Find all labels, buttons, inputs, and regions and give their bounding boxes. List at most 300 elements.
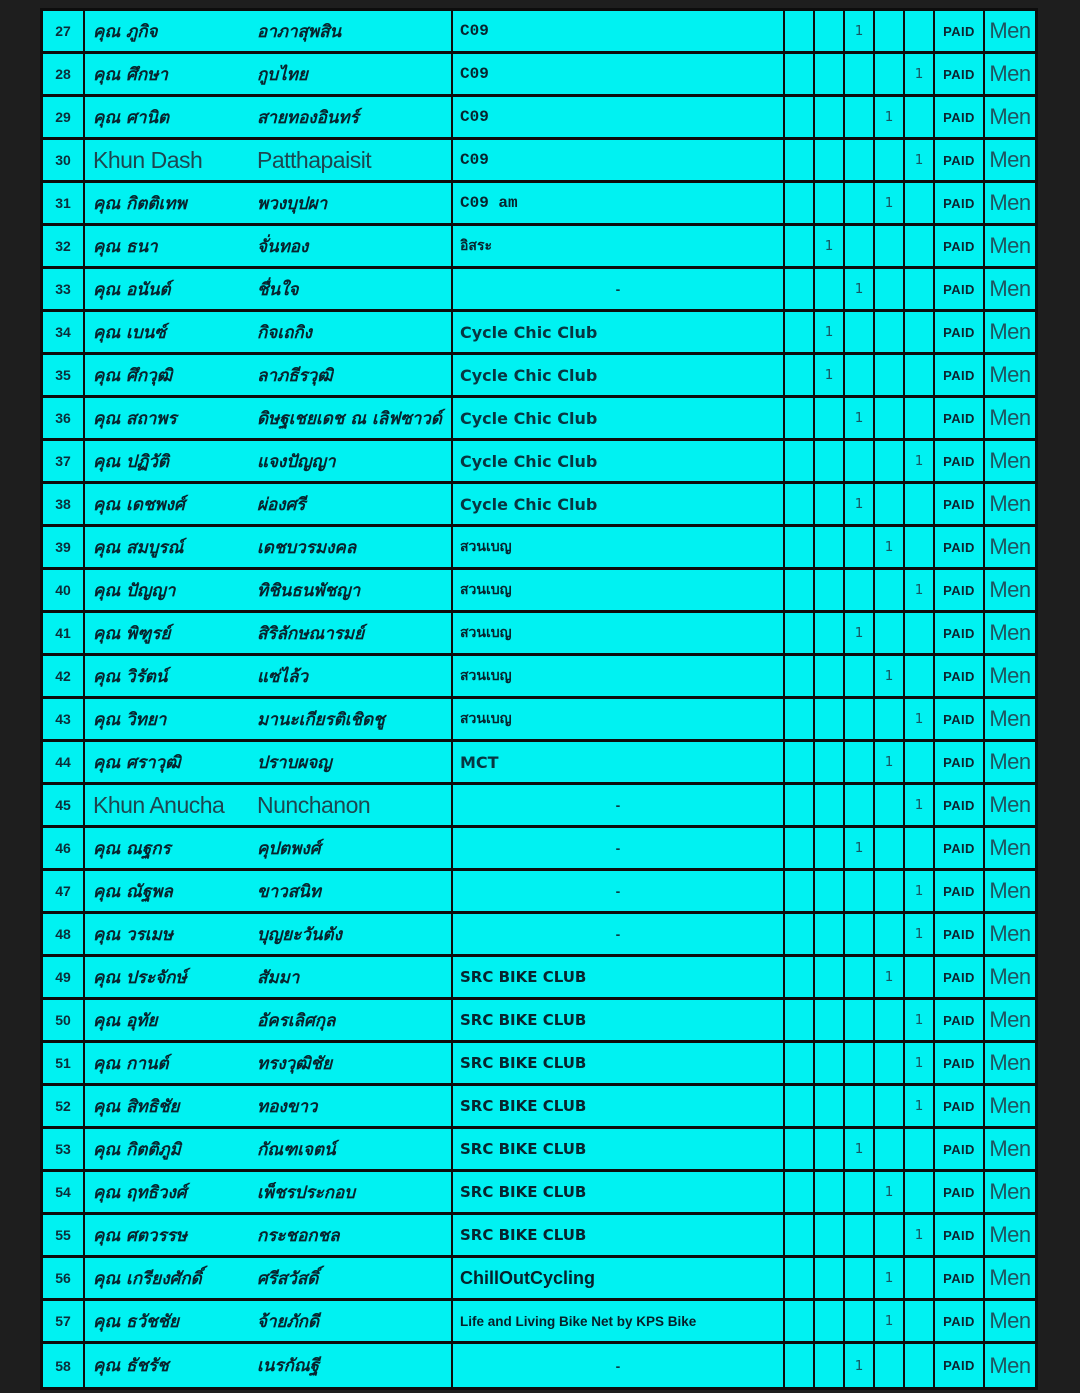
mark-cell-1[interactable] xyxy=(785,871,815,911)
mark-cell-3[interactable] xyxy=(845,140,875,180)
team-cell[interactable]: Cycle Chic Club xyxy=(453,312,785,352)
gender-category-cell[interactable]: Men xyxy=(985,226,1035,266)
mark-cell-3[interactable] xyxy=(845,1086,875,1126)
row-number-cell[interactable]: 55 xyxy=(43,1215,85,1255)
team-cell[interactable]: C09 xyxy=(453,140,785,180)
team-cell[interactable]: อิสระ xyxy=(453,226,785,266)
gender-category-cell[interactable]: Men xyxy=(985,1172,1035,1212)
paid-status-cell[interactable]: PAID xyxy=(935,914,985,954)
mark-cell-2[interactable] xyxy=(815,871,845,911)
row-number-cell[interactable]: 42 xyxy=(43,656,85,696)
mark-cell-1[interactable] xyxy=(785,1301,815,1341)
team-cell[interactable]: สวนเบญ xyxy=(453,656,785,696)
name-cell[interactable] xyxy=(85,1000,453,1040)
gender-category-cell[interactable]: Men xyxy=(985,742,1035,782)
mark-cell-3[interactable] xyxy=(845,527,875,567)
mark-cell-4[interactable] xyxy=(875,1086,905,1126)
mark-cell-3[interactable] xyxy=(845,1000,875,1040)
mark-cell-1[interactable] xyxy=(785,914,815,954)
name-cell[interactable] xyxy=(85,1086,453,1126)
row-number-cell[interactable]: 35 xyxy=(43,355,85,395)
mark-cell-2-checked[interactable]: 1 xyxy=(815,312,845,352)
team-cell[interactable]: C09 xyxy=(453,97,785,137)
mark-cell-3-checked[interactable]: 1 xyxy=(845,828,875,868)
mark-cell-3[interactable] xyxy=(845,97,875,137)
mark-cell-2[interactable] xyxy=(815,1043,845,1083)
row-number-cell[interactable]: 39 xyxy=(43,527,85,567)
team-cell[interactable]: Cycle Chic Club xyxy=(453,441,785,481)
team-cell[interactable]: - xyxy=(453,871,785,911)
gender-category-cell[interactable]: Men xyxy=(985,54,1035,94)
mark-cell-3-checked[interactable]: 1 xyxy=(845,269,875,309)
mark-cell-4[interactable] xyxy=(875,914,905,954)
paid-status-cell[interactable]: PAID xyxy=(935,527,985,567)
mark-cell-3[interactable] xyxy=(845,183,875,223)
mark-cell-3[interactable] xyxy=(845,656,875,696)
mark-cell-1[interactable] xyxy=(785,1086,815,1126)
mark-cell-1[interactable] xyxy=(785,742,815,782)
mark-cell-5[interactable] xyxy=(905,656,935,696)
mark-cell-1[interactable] xyxy=(785,97,815,137)
row-number-cell[interactable]: 43 xyxy=(43,699,85,739)
mark-cell-5[interactable] xyxy=(905,312,935,352)
team-cell[interactable]: ChillOutCycling xyxy=(453,1258,785,1298)
mark-cell-1[interactable] xyxy=(785,785,815,825)
mark-cell-4[interactable] xyxy=(875,570,905,610)
name-cell[interactable] xyxy=(85,140,453,180)
paid-status-cell[interactable]: PAID xyxy=(935,140,985,180)
row-number-cell[interactable]: 58 xyxy=(43,1344,85,1387)
name-cell[interactable] xyxy=(85,1258,453,1298)
mark-cell-3-checked[interactable]: 1 xyxy=(845,1344,875,1387)
mark-cell-2[interactable] xyxy=(815,1172,845,1212)
mark-cell-3[interactable] xyxy=(845,1215,875,1255)
mark-cell-5[interactable] xyxy=(905,11,935,51)
name-cell[interactable] xyxy=(85,441,453,481)
team-cell[interactable]: สวนเบญ xyxy=(453,613,785,653)
mark-cell-4-checked[interactable]: 1 xyxy=(875,742,905,782)
mark-cell-2-checked[interactable]: 1 xyxy=(815,355,845,395)
mark-cell-1[interactable] xyxy=(785,1043,815,1083)
mark-cell-4[interactable] xyxy=(875,1215,905,1255)
name-cell[interactable] xyxy=(85,1043,453,1083)
mark-cell-3[interactable] xyxy=(845,957,875,997)
mark-cell-4[interactable] xyxy=(875,355,905,395)
mark-cell-1[interactable] xyxy=(785,1215,815,1255)
paid-status-cell[interactable]: PAID xyxy=(935,742,985,782)
mark-cell-4[interactable] xyxy=(875,699,905,739)
mark-cell-2[interactable] xyxy=(815,269,845,309)
paid-status-cell[interactable]: PAID xyxy=(935,1043,985,1083)
mark-cell-5[interactable] xyxy=(905,355,935,395)
gender-category-cell[interactable]: Men xyxy=(985,1043,1035,1083)
row-number-cell[interactable]: 41 xyxy=(43,613,85,653)
row-number-cell[interactable]: 52 xyxy=(43,1086,85,1126)
paid-status-cell[interactable]: PAID xyxy=(935,957,985,997)
mark-cell-4[interactable] xyxy=(875,828,905,868)
paid-status-cell[interactable]: PAID xyxy=(935,398,985,438)
name-cell[interactable] xyxy=(85,656,453,696)
mark-cell-5[interactable] xyxy=(905,484,935,524)
gender-category-cell[interactable]: Men xyxy=(985,957,1035,997)
name-cell[interactable] xyxy=(85,355,453,395)
team-cell[interactable]: - xyxy=(453,269,785,309)
paid-status-cell[interactable]: PAID xyxy=(935,699,985,739)
mark-cell-3[interactable] xyxy=(845,54,875,94)
row-number-cell[interactable]: 36 xyxy=(43,398,85,438)
mark-cell-2[interactable] xyxy=(815,914,845,954)
paid-status-cell[interactable]: PAID xyxy=(935,1172,985,1212)
name-cell[interactable] xyxy=(85,312,453,352)
mark-cell-5-checked[interactable]: 1 xyxy=(905,1215,935,1255)
gender-category-cell[interactable]: Men xyxy=(985,1215,1035,1255)
gender-category-cell[interactable]: Men xyxy=(985,1000,1035,1040)
paid-status-cell[interactable]: PAID xyxy=(935,613,985,653)
mark-cell-5[interactable] xyxy=(905,1258,935,1298)
mark-cell-1[interactable] xyxy=(785,312,815,352)
mark-cell-5[interactable] xyxy=(905,398,935,438)
mark-cell-2[interactable] xyxy=(815,484,845,524)
gender-category-cell[interactable]: Men xyxy=(985,484,1035,524)
mark-cell-5-checked[interactable]: 1 xyxy=(905,140,935,180)
mark-cell-5-checked[interactable]: 1 xyxy=(905,1043,935,1083)
row-number-cell[interactable]: 30 xyxy=(43,140,85,180)
mark-cell-1[interactable] xyxy=(785,484,815,524)
mark-cell-3[interactable] xyxy=(845,699,875,739)
mark-cell-5-checked[interactable]: 1 xyxy=(905,1000,935,1040)
row-number-cell[interactable]: 56 xyxy=(43,1258,85,1298)
mark-cell-5-checked[interactable]: 1 xyxy=(905,871,935,911)
team-cell[interactable]: SRC BIKE CLUB xyxy=(453,957,785,997)
paid-status-cell[interactable]: PAID xyxy=(935,1344,985,1387)
mark-cell-2[interactable] xyxy=(815,140,845,180)
gender-category-cell[interactable]: Men xyxy=(985,398,1035,438)
name-cell[interactable] xyxy=(85,1172,453,1212)
gender-category-cell[interactable]: Men xyxy=(985,785,1035,825)
mark-cell-3[interactable] xyxy=(845,1258,875,1298)
gender-category-cell[interactable]: Men xyxy=(985,656,1035,696)
mark-cell-1[interactable] xyxy=(785,1344,815,1387)
team-cell[interactable]: SRC BIKE CLUB xyxy=(453,1043,785,1083)
mark-cell-4[interactable] xyxy=(875,1043,905,1083)
team-cell[interactable]: MCT xyxy=(453,742,785,782)
mark-cell-1[interactable] xyxy=(785,269,815,309)
row-number-cell[interactable]: 54 xyxy=(43,1172,85,1212)
team-cell[interactable]: - xyxy=(453,914,785,954)
mark-cell-2[interactable] xyxy=(815,570,845,610)
mark-cell-2[interactable] xyxy=(815,1301,845,1341)
mark-cell-1[interactable] xyxy=(785,11,815,51)
mark-cell-5[interactable] xyxy=(905,183,935,223)
mark-cell-2[interactable] xyxy=(815,828,845,868)
paid-status-cell[interactable]: PAID xyxy=(935,570,985,610)
row-number-cell[interactable]: 32 xyxy=(43,226,85,266)
mark-cell-4-checked[interactable]: 1 xyxy=(875,1301,905,1341)
mark-cell-3[interactable] xyxy=(845,914,875,954)
mark-cell-1[interactable] xyxy=(785,355,815,395)
row-number-cell[interactable]: 48 xyxy=(43,914,85,954)
paid-status-cell[interactable]: PAID xyxy=(935,1000,985,1040)
row-number-cell[interactable]: 49 xyxy=(43,957,85,997)
mark-cell-4-checked[interactable]: 1 xyxy=(875,183,905,223)
gender-category-cell[interactable]: Men xyxy=(985,613,1035,653)
name-cell[interactable] xyxy=(85,957,453,997)
name-cell[interactable] xyxy=(85,54,453,94)
mark-cell-5-checked[interactable]: 1 xyxy=(905,570,935,610)
mark-cell-1[interactable] xyxy=(785,656,815,696)
paid-status-cell[interactable]: PAID xyxy=(935,97,985,137)
gender-category-cell[interactable]: Men xyxy=(985,828,1035,868)
paid-status-cell[interactable]: PAID xyxy=(935,54,985,94)
team-cell[interactable]: SRC BIKE CLUB xyxy=(453,1215,785,1255)
gender-category-cell[interactable]: Men xyxy=(985,1344,1035,1387)
name-cell[interactable] xyxy=(85,1129,453,1169)
row-number-cell[interactable]: 40 xyxy=(43,570,85,610)
paid-status-cell[interactable]: PAID xyxy=(935,1215,985,1255)
paid-status-cell[interactable]: PAID xyxy=(935,1129,985,1169)
mark-cell-5[interactable] xyxy=(905,226,935,266)
team-cell[interactable]: SRC BIKE CLUB xyxy=(453,1172,785,1212)
team-cell[interactable]: SRC BIKE CLUB xyxy=(453,1129,785,1169)
mark-cell-5-checked[interactable]: 1 xyxy=(905,54,935,94)
gender-category-cell[interactable]: Men xyxy=(985,140,1035,180)
mark-cell-3[interactable] xyxy=(845,355,875,395)
paid-status-cell[interactable]: PAID xyxy=(935,484,985,524)
team-cell[interactable]: SRC BIKE CLUB xyxy=(453,1086,785,1126)
mark-cell-2[interactable] xyxy=(815,1215,845,1255)
team-cell[interactable]: C09 xyxy=(453,54,785,94)
mark-cell-4[interactable] xyxy=(875,1344,905,1387)
name-cell[interactable] xyxy=(85,914,453,954)
name-cell[interactable] xyxy=(85,742,453,782)
mark-cell-5[interactable] xyxy=(905,613,935,653)
mark-cell-1[interactable] xyxy=(785,570,815,610)
mark-cell-1[interactable] xyxy=(785,140,815,180)
paid-status-cell[interactable]: PAID xyxy=(935,656,985,696)
mark-cell-1[interactable] xyxy=(785,613,815,653)
mark-cell-1[interactable] xyxy=(785,527,815,567)
name-cell[interactable] xyxy=(85,613,453,653)
paid-status-cell[interactable]: PAID xyxy=(935,785,985,825)
mark-cell-2[interactable] xyxy=(815,441,845,481)
mark-cell-5-checked[interactable]: 1 xyxy=(905,914,935,954)
paid-status-cell[interactable]: PAID xyxy=(935,828,985,868)
mark-cell-2[interactable] xyxy=(815,699,845,739)
mark-cell-3[interactable] xyxy=(845,441,875,481)
paid-status-cell[interactable]: PAID xyxy=(935,441,985,481)
row-number-cell[interactable]: 57 xyxy=(43,1301,85,1341)
mark-cell-5[interactable] xyxy=(905,1344,935,1387)
mark-cell-2[interactable] xyxy=(815,1086,845,1126)
mark-cell-3[interactable] xyxy=(845,742,875,782)
name-cell[interactable] xyxy=(85,97,453,137)
mark-cell-3[interactable] xyxy=(845,1043,875,1083)
mark-cell-5[interactable] xyxy=(905,97,935,137)
mark-cell-5-checked[interactable]: 1 xyxy=(905,441,935,481)
mark-cell-1[interactable] xyxy=(785,828,815,868)
mark-cell-2[interactable] xyxy=(815,742,845,782)
mark-cell-1[interactable] xyxy=(785,54,815,94)
mark-cell-1[interactable] xyxy=(785,1129,815,1169)
mark-cell-4[interactable] xyxy=(875,312,905,352)
gender-category-cell[interactable]: Men xyxy=(985,355,1035,395)
mark-cell-3[interactable] xyxy=(845,312,875,352)
row-number-cell[interactable]: 33 xyxy=(43,269,85,309)
name-cell[interactable] xyxy=(85,269,453,309)
name-cell[interactable] xyxy=(85,785,453,825)
team-cell[interactable]: Cycle Chic Club xyxy=(453,484,785,524)
mark-cell-5[interactable] xyxy=(905,742,935,782)
gender-category-cell[interactable]: Men xyxy=(985,1258,1035,1298)
team-cell[interactable]: C09 am xyxy=(453,183,785,223)
team-cell[interactable]: C09 xyxy=(453,11,785,51)
mark-cell-4-checked[interactable]: 1 xyxy=(875,97,905,137)
mark-cell-4-checked[interactable]: 1 xyxy=(875,527,905,567)
mark-cell-3[interactable] xyxy=(845,1172,875,1212)
mark-cell-3-checked[interactable]: 1 xyxy=(845,398,875,438)
name-cell[interactable] xyxy=(85,1301,453,1341)
row-number-cell[interactable]: 37 xyxy=(43,441,85,481)
mark-cell-1[interactable] xyxy=(785,1172,815,1212)
gender-category-cell[interactable]: Men xyxy=(985,1086,1035,1126)
paid-status-cell[interactable]: PAID xyxy=(935,312,985,352)
mark-cell-2[interactable] xyxy=(815,1344,845,1387)
mark-cell-2[interactable] xyxy=(815,398,845,438)
mark-cell-4-checked[interactable]: 1 xyxy=(875,1172,905,1212)
paid-status-cell[interactable]: PAID xyxy=(935,1301,985,1341)
mark-cell-4[interactable] xyxy=(875,484,905,524)
paid-status-cell[interactable]: PAID xyxy=(935,226,985,266)
team-cell[interactable]: Cycle Chic Club xyxy=(453,355,785,395)
mark-cell-4[interactable] xyxy=(875,398,905,438)
mark-cell-2[interactable] xyxy=(815,183,845,223)
paid-status-cell[interactable]: PAID xyxy=(935,183,985,223)
row-number-cell[interactable]: 31 xyxy=(43,183,85,223)
team-cell[interactable]: Life and Living Bike Net by KPS Bike xyxy=(453,1301,785,1341)
mark-cell-1[interactable] xyxy=(785,1258,815,1298)
team-cell[interactable]: - xyxy=(453,1344,785,1387)
team-cell[interactable]: - xyxy=(453,785,785,825)
gender-category-cell[interactable]: Men xyxy=(985,269,1035,309)
mark-cell-5[interactable] xyxy=(905,957,935,997)
mark-cell-3-checked[interactable]: 1 xyxy=(845,484,875,524)
team-cell[interactable]: สวนเบญ xyxy=(453,570,785,610)
mark-cell-4-checked[interactable]: 1 xyxy=(875,957,905,997)
paid-status-cell[interactable]: PAID xyxy=(935,1258,985,1298)
mark-cell-5[interactable] xyxy=(905,1301,935,1341)
gender-category-cell[interactable]: Men xyxy=(985,11,1035,51)
row-number-cell[interactable]: 45 xyxy=(43,785,85,825)
row-number-cell[interactable]: 27 xyxy=(43,11,85,51)
mark-cell-3-checked[interactable]: 1 xyxy=(845,613,875,653)
row-number-cell[interactable]: 38 xyxy=(43,484,85,524)
mark-cell-2[interactable] xyxy=(815,527,845,567)
name-cell[interactable] xyxy=(85,1215,453,1255)
gender-category-cell[interactable]: Men xyxy=(985,441,1035,481)
mark-cell-5[interactable] xyxy=(905,828,935,868)
mark-cell-4[interactable] xyxy=(875,11,905,51)
mark-cell-5[interactable] xyxy=(905,1172,935,1212)
mark-cell-3[interactable] xyxy=(845,785,875,825)
gender-category-cell[interactable]: Men xyxy=(985,1129,1035,1169)
mark-cell-3-checked[interactable]: 1 xyxy=(845,11,875,51)
mark-cell-4[interactable] xyxy=(875,441,905,481)
name-cell[interactable] xyxy=(85,11,453,51)
mark-cell-5-checked[interactable]: 1 xyxy=(905,699,935,739)
mark-cell-1[interactable] xyxy=(785,699,815,739)
mark-cell-3-checked[interactable]: 1 xyxy=(845,1129,875,1169)
paid-status-cell[interactable]: PAID xyxy=(935,11,985,51)
name-cell[interactable] xyxy=(85,527,453,567)
mark-cell-5[interactable] xyxy=(905,269,935,309)
mark-cell-4[interactable] xyxy=(875,140,905,180)
mark-cell-2[interactable] xyxy=(815,1258,845,1298)
mark-cell-4-checked[interactable]: 1 xyxy=(875,1258,905,1298)
name-cell[interactable] xyxy=(85,484,453,524)
name-cell[interactable] xyxy=(85,570,453,610)
row-number-cell[interactable]: 53 xyxy=(43,1129,85,1169)
gender-category-cell[interactable]: Men xyxy=(985,97,1035,137)
mark-cell-3[interactable] xyxy=(845,1301,875,1341)
row-number-cell[interactable]: 50 xyxy=(43,1000,85,1040)
mark-cell-1[interactable] xyxy=(785,183,815,223)
mark-cell-2[interactable] xyxy=(815,11,845,51)
mark-cell-2[interactable] xyxy=(815,1000,845,1040)
mark-cell-5-checked[interactable]: 1 xyxy=(905,785,935,825)
mark-cell-2[interactable] xyxy=(815,785,845,825)
name-cell[interactable] xyxy=(85,828,453,868)
paid-status-cell[interactable]: PAID xyxy=(935,355,985,395)
team-cell[interactable]: Cycle Chic Club xyxy=(453,398,785,438)
name-cell[interactable] xyxy=(85,183,453,223)
mark-cell-4[interactable] xyxy=(875,613,905,653)
mark-cell-1[interactable] xyxy=(785,226,815,266)
mark-cell-1[interactable] xyxy=(785,441,815,481)
mark-cell-2[interactable] xyxy=(815,613,845,653)
mark-cell-3[interactable] xyxy=(845,871,875,911)
name-cell[interactable] xyxy=(85,871,453,911)
paid-status-cell[interactable]: PAID xyxy=(935,871,985,911)
paid-status-cell[interactable]: PAID xyxy=(935,269,985,309)
mark-cell-2[interactable] xyxy=(815,957,845,997)
mark-cell-2[interactable] xyxy=(815,54,845,94)
row-number-cell[interactable]: 34 xyxy=(43,312,85,352)
mark-cell-5-checked[interactable]: 1 xyxy=(905,1086,935,1126)
mark-cell-4-checked[interactable]: 1 xyxy=(875,656,905,696)
mark-cell-2[interactable] xyxy=(815,656,845,696)
row-number-cell[interactable]: 47 xyxy=(43,871,85,911)
mark-cell-1[interactable] xyxy=(785,957,815,997)
gender-category-cell[interactable]: Men xyxy=(985,183,1035,223)
paid-status-cell[interactable]: PAID xyxy=(935,1086,985,1126)
team-cell[interactable]: สวนเบญ xyxy=(453,699,785,739)
team-cell[interactable]: - xyxy=(453,828,785,868)
name-cell[interactable] xyxy=(85,699,453,739)
mark-cell-3[interactable] xyxy=(845,570,875,610)
mark-cell-4[interactable] xyxy=(875,1129,905,1169)
mark-cell-1[interactable] xyxy=(785,1000,815,1040)
mark-cell-5[interactable] xyxy=(905,527,935,567)
gender-category-cell[interactable]: Men xyxy=(985,871,1035,911)
mark-cell-5[interactable] xyxy=(905,1129,935,1169)
row-number-cell[interactable]: 51 xyxy=(43,1043,85,1083)
gender-category-cell[interactable]: Men xyxy=(985,570,1035,610)
mark-cell-4[interactable] xyxy=(875,785,905,825)
mark-cell-4[interactable] xyxy=(875,1000,905,1040)
name-cell[interactable] xyxy=(85,1344,453,1387)
mark-cell-2[interactable] xyxy=(815,1129,845,1169)
mark-cell-4[interactable] xyxy=(875,54,905,94)
